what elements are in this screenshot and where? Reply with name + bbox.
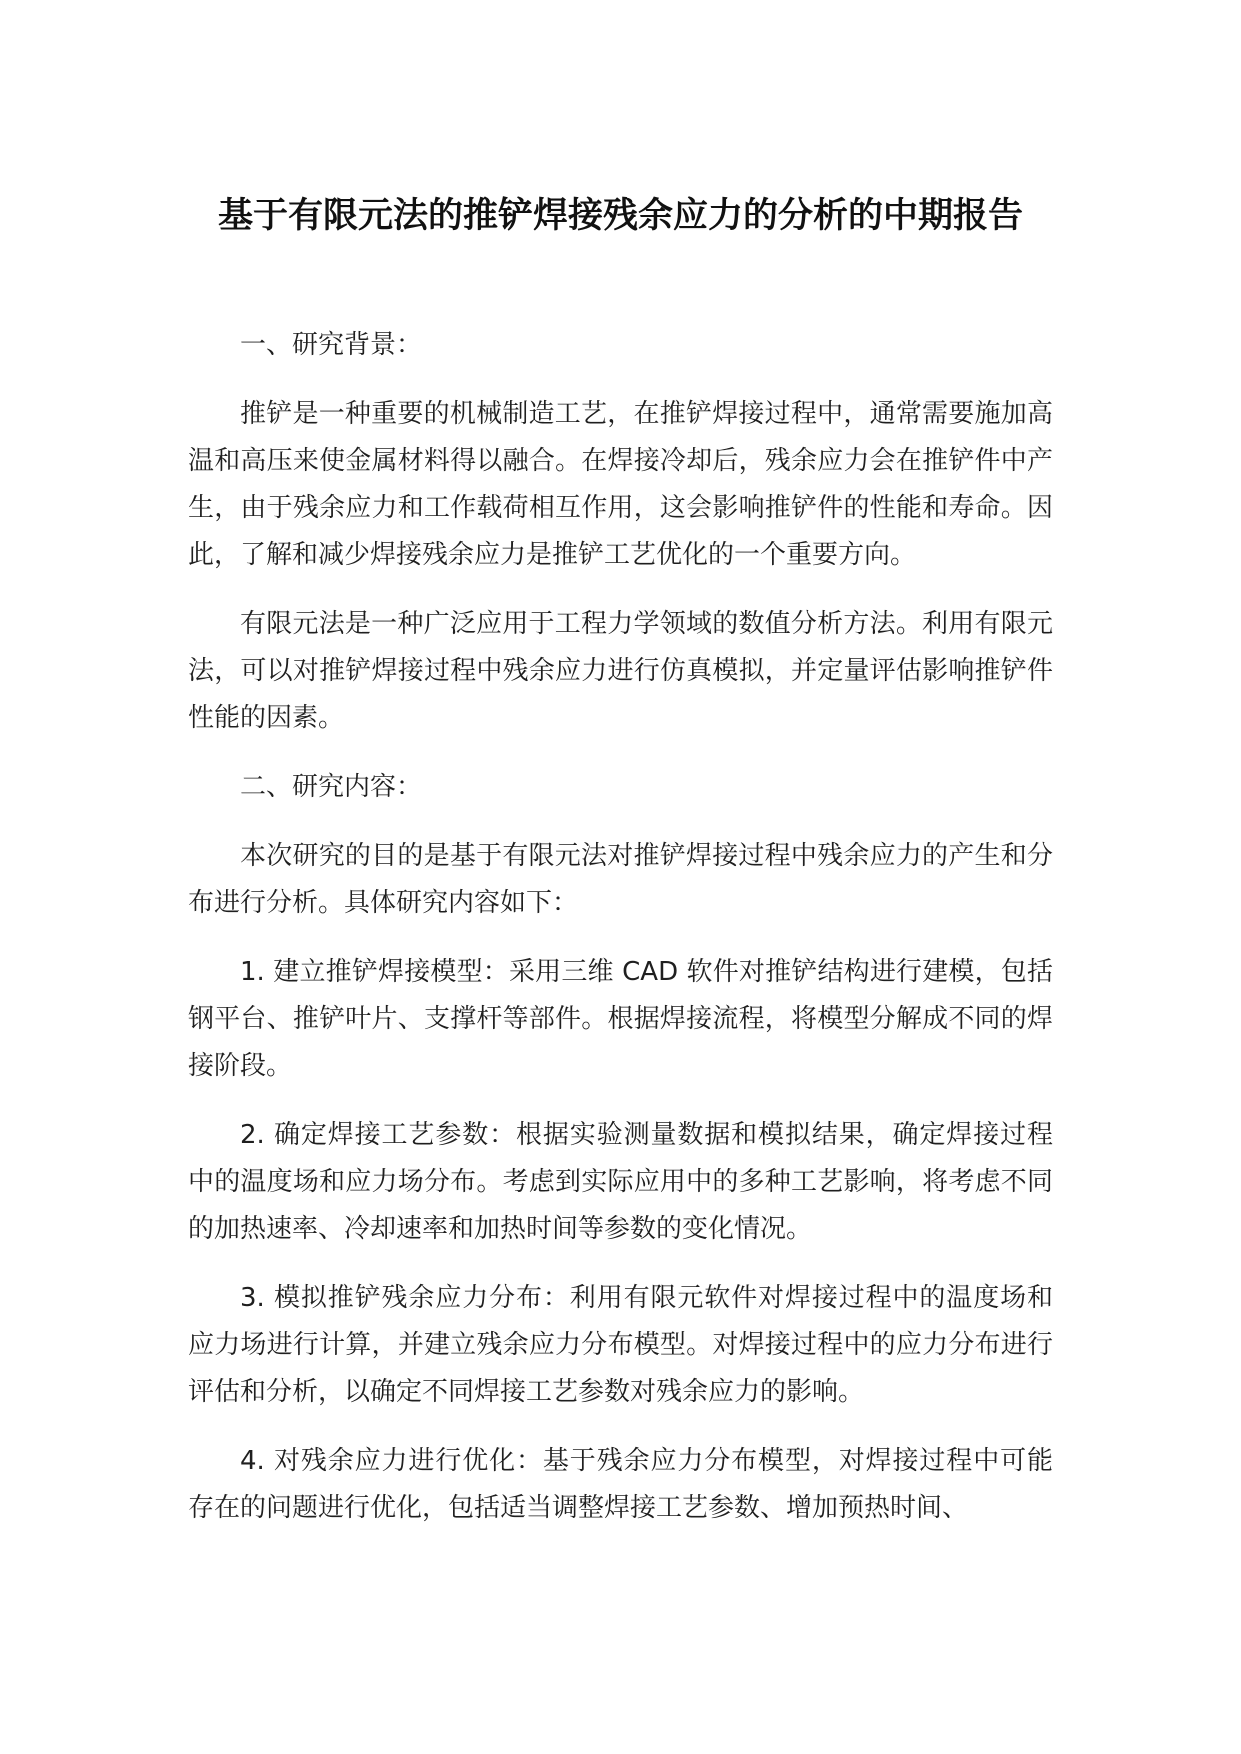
- list-item: 2. 确定焊接工艺参数：根据实验测量数据和模拟结果，确定焊接过程中的温度场和应力场分布。考虑到实际应用中的多种工艺影响，将考虑不同的加热速率、冷却速率和加热时间等参数的变化情况。: [188, 1120, 1053, 1244]
- list-item: 4. 对残余应力进行优化：基于残余应力分布模型，对焊接过程中可能存在的问题进行优化，包括适当调整焊接工艺参数、增加预热时间、: [188, 1446, 1053, 1523]
- body-paragraph: 本次研究的目的是基于有限元法对推铲焊接过程中残余应力的产生和分布进行分析。具体研究内容如下：: [188, 841, 1053, 918]
- section-heading-background: 一、研究背景：: [240, 330, 423, 360]
- list-item: 3. 模拟推铲残余应力分布：利用有限元软件对焊接过程中的温度场和应力场进行计算，并建立残余应力分布模型。对焊接过程中的应力分布进行评估和分析，以确定不同焊接工艺参数对残余应力的影响。: [188, 1283, 1053, 1407]
- document-title: 基于有限元法的推铲焊接残余应力的分析的中期报告: [217, 196, 1023, 236]
- body-paragraph: 有限元法是一种广泛应用于工程力学领域的数值分析方法。利用有限元法，可以对推铲焊接过程中残余应力进行仿真模拟，并定量评估影响推铲件性能的因素。: [188, 609, 1053, 733]
- body-paragraph: 推铲是一种重要的机械制造工艺，在推铲焊接过程中，通常需要施加高温和高压来使金属材料得以融合。在焊接冷却后，残余应力会在推铲件中产生，由于残余应力和工作载荷相互作用，这会影响推铲件的性能和寿命。因此，了解和减少焊接残余应力是推铲工艺优化的一个重要方向。: [188, 399, 1053, 570]
- section-heading-content: 二、研究内容：: [240, 772, 423, 802]
- list-item: 1. 建立推铲焊接模型：采用三维 CAD 软件对推铲结构进行建模，包括钢平台、推铲叶片、支撑杆等部件。根据焊接流程，将模型分解成不同的焊接阶段。: [188, 957, 1053, 1081]
